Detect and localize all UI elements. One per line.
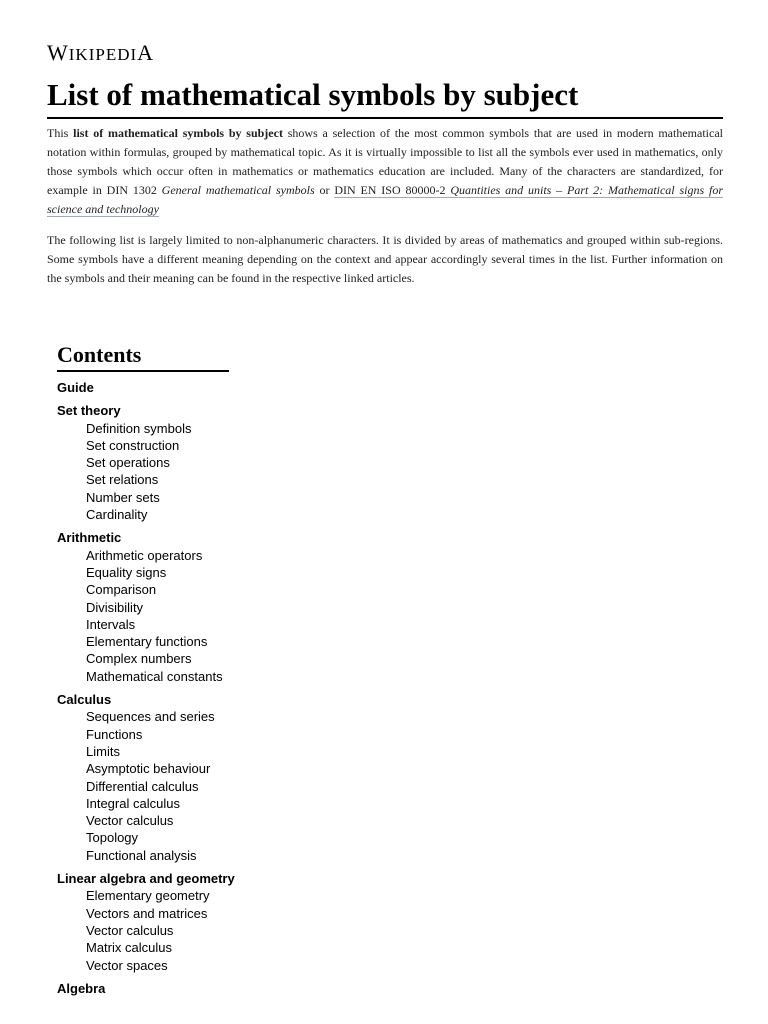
wikipedia-wordmark[interactable] <box>47 40 154 66</box>
toc-subsection[interactable]: Set construction <box>86 437 180 453</box>
toc-section[interactable]: Guide <box>57 380 94 395</box>
toc-subsection[interactable]: Equality signs <box>86 564 167 580</box>
toc-subsection[interactable]: Asymptotic behaviour <box>86 761 211 777</box>
intro-text: shows a selection of the most common symbols that are used in modern mathematical notation within formulas, grouped by mathematical topic. As it is virtually impossible to list all the symbols ever used in mathematics, only those symbols which occur often in mathematics or mathematics education are included. Many of the characters are standardized, for example in DIN 1302 <box>47 126 723 197</box>
toc-subsection[interactable]: Mathematical constants <box>86 668 223 684</box>
wordmark-final: A <box>137 40 155 65</box>
wordmark-initial: W <box>47 40 69 65</box>
intro-paragraph-1 <box>47 124 723 219</box>
toc-subsection[interactable]: Set relations <box>86 472 159 488</box>
table-of-contents <box>57 342 317 997</box>
toc-subsection[interactable]: Functional analysis <box>86 847 197 863</box>
toc-subsection[interactable]: Topology <box>86 830 139 846</box>
toc-subsection[interactable]: Vector spaces <box>86 957 168 973</box>
toc-subsection[interactable]: Limits <box>86 743 120 759</box>
toc-list <box>57 379 317 997</box>
toc-subsection[interactable]: Vector calculus <box>86 922 174 938</box>
toc-subsection[interactable]: Vectors and matrices <box>86 905 208 921</box>
intro-text: or <box>314 183 335 197</box>
toc-section[interactable]: Set theory <box>57 403 121 419</box>
toc-subsection[interactable]: Elementary functions <box>86 634 208 650</box>
toc-subsection[interactable]: Functions <box>86 726 143 742</box>
toc-subsection[interactable]: Integral calculus <box>86 795 180 811</box>
din-1302-title: General mathematical symbols <box>161 183 315 197</box>
toc-subsection[interactable]: Elementary geometry <box>86 888 210 904</box>
toc-subsection[interactable]: Divisibility <box>86 599 144 615</box>
intro-text: This <box>47 126 74 140</box>
toc-subsection[interactable]: Arithmetic operators <box>86 547 203 563</box>
intro-paragraph-2: The following list is largely limited to non-alphanumeric characters. It is divided by areas of mathematics and grouped within sub-regions. Some symbols have a different meaning depending on the context and appear accordingly several times in the list. Further information on the symbols and their meaning can be found in the respective linked articles. <box>47 233 723 285</box>
toc-subsection[interactable]: Intervals <box>86 616 136 632</box>
toc-section[interactable]: Arithmetic <box>57 530 122 546</box>
wordmark-middle: IKIPEDI <box>68 45 138 64</box>
toc-subsection[interactable]: Complex numbers <box>86 651 192 667</box>
toc-title: Contents <box>57 342 229 372</box>
link-text: DIN EN ISO 80000-2 <box>334 183 451 197</box>
toc-subsection[interactable]: Vector calculus <box>86 813 174 829</box>
link-italic-text: Quantities and units – Part 2: Mathematical signs for science and technology <box>47 183 723 216</box>
toc-subsection[interactable]: Differential calculus <box>86 778 199 794</box>
toc-section[interactable]: Algebra <box>57 980 106 996</box>
toc-section[interactable]: Calculus <box>57 692 112 708</box>
toc-section[interactable]: Linear algebra and geometry <box>57 871 235 887</box>
toc-subsection[interactable]: Definition symbols <box>86 420 192 436</box>
toc-subsection[interactable]: Sequences and series <box>86 709 215 725</box>
toc-subsection[interactable]: Matrix calculus <box>86 940 172 956</box>
toc-subsection[interactable]: Cardinality <box>86 507 148 523</box>
page-title: List of mathematical symbols by subject <box>47 76 723 119</box>
toc-subsection[interactable]: Comparison <box>86 582 157 598</box>
toc-subsection[interactable]: Number sets <box>86 489 160 505</box>
toc-subsection[interactable]: Set operations <box>86 455 170 471</box>
intro-bold-term: list of mathematical symbols by subject <box>73 126 283 140</box>
